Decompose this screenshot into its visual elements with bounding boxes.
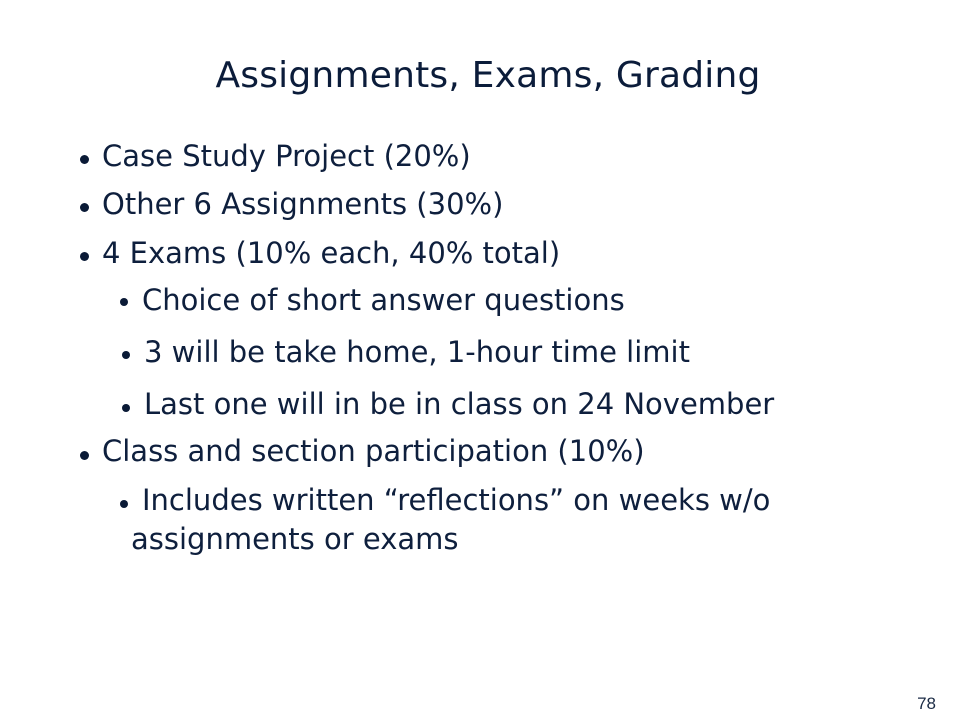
bullet-dot (80, 203, 89, 212)
sub-bullet-text: Includes written “reflections” on weeks w/o (142, 483, 771, 517)
slide-title: Assignments, Exams, Grading (215, 55, 761, 96)
sub-bullet-dot (122, 404, 130, 412)
sub-bullet-dot (122, 351, 130, 359)
sub-bullet-dot (120, 298, 128, 306)
bullet-text: 4 Exams (10% each, 40% total) (102, 236, 561, 270)
bullet-dot (80, 451, 89, 460)
bullet-text: Other 6 Assignments (30%) (102, 187, 504, 221)
sub-bullet-dot (120, 500, 128, 508)
sub-bullet-text: Choice of short answer questions (142, 283, 625, 317)
sub-bullet-text: 3 will be take home, 1-hour time limit (144, 335, 690, 369)
bullet-text: Case Study Project (20%) (102, 139, 471, 173)
sub-bullet-continuation: assignments or exams (131, 522, 459, 556)
bullet-dot (80, 155, 89, 164)
sub-bullet-text: Last one will in be in class on 24 November (144, 387, 775, 421)
page-number: 78 (917, 694, 936, 713)
bullet-dot (80, 252, 89, 261)
bullet-text: Class and section participation (10%) (102, 434, 645, 468)
